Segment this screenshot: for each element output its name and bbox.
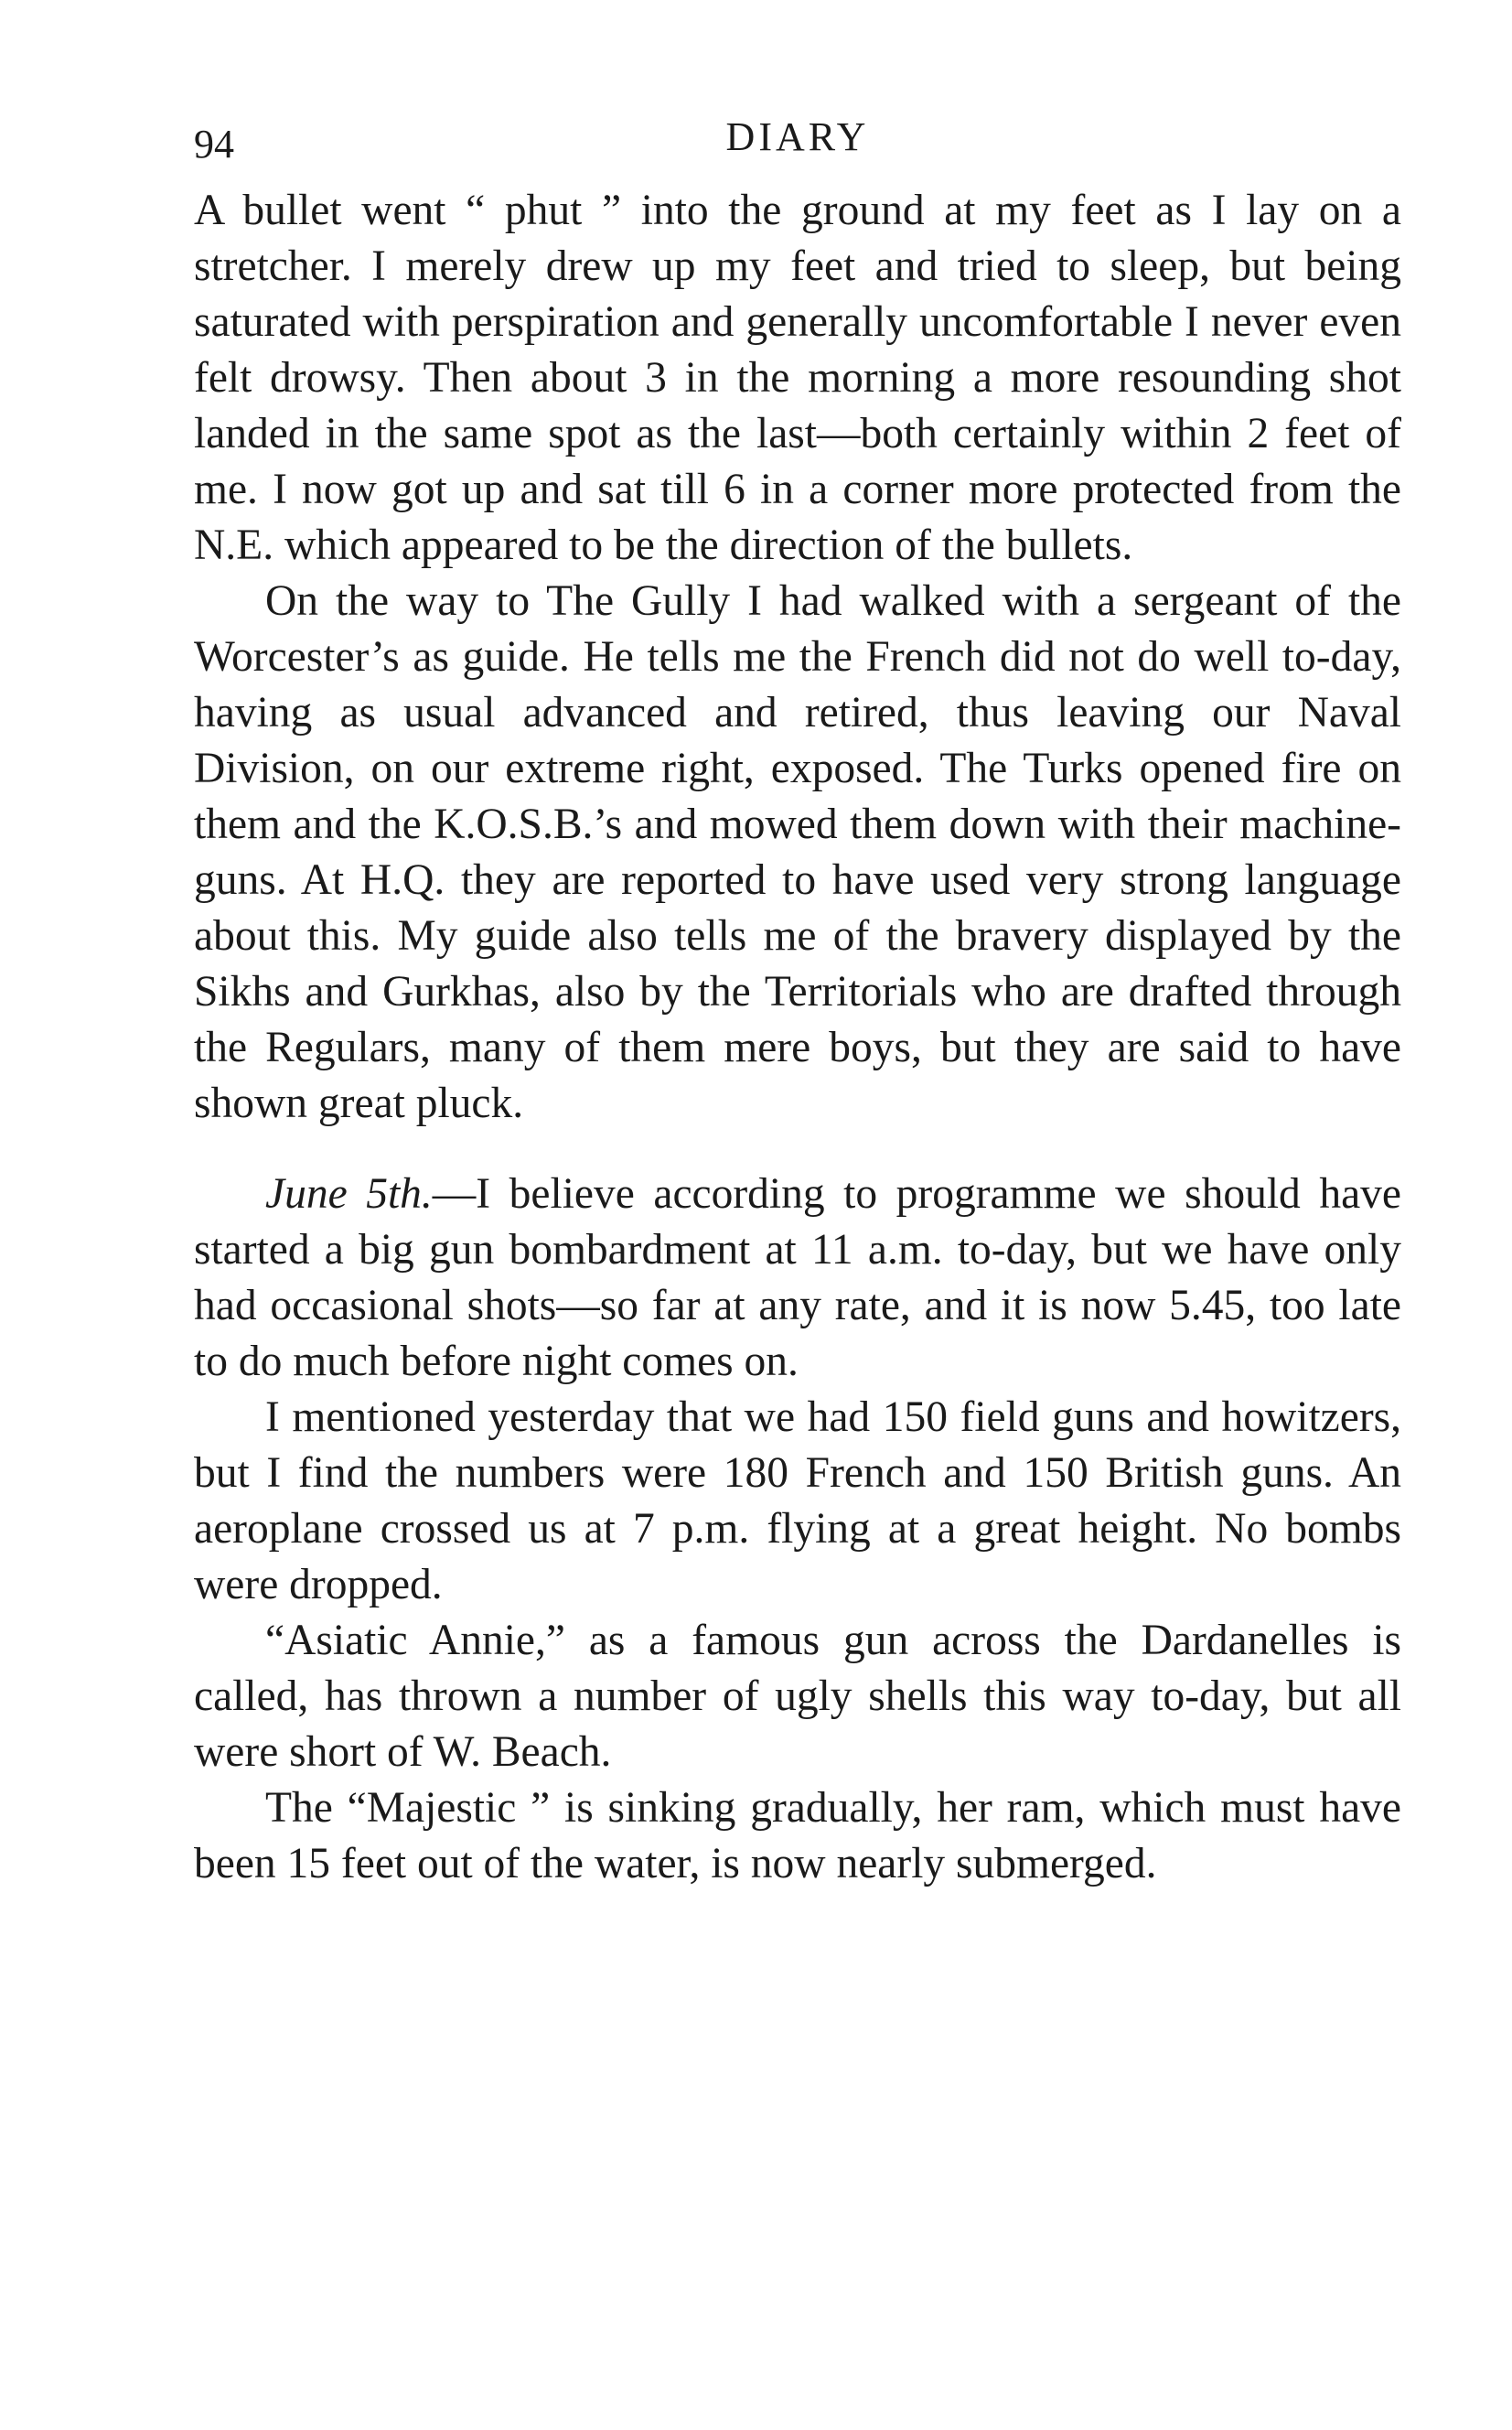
paragraph-bullet-incident	[194, 183, 1401, 574]
book-page	[194, 110, 1401, 1892]
entry-date: June 5th.	[265, 1170, 433, 1218]
page-number: 94	[194, 122, 234, 167]
running-head	[194, 110, 1401, 183]
paragraph-gully-walk	[194, 574, 1401, 1132]
paragraph-text: —I believe according to programme we should have started a big gun bombardment at 11 a.m. to-day, but we have only had occasional shots—so far at any rate, and it is now 5.45, too late to do much before night comes on.	[194, 1170, 1401, 1385]
body-text	[194, 183, 1401, 1892]
paragraph-text: A bullet went “ phut ” into the ground at my feet as I lay on a stretcher. I merely drew up my feet and tried to sleep, but being saturated with perspiration and generally uncomfortable I never even felt drowsy. Then about 3 in the morning a more resounding shot landed in the same spot as the last—both certainly within 2 feet of me. I now got up and sat till 6 in a corner more protected from the N.E. which appeared to be the direction of the bullets.	[194, 187, 1401, 569]
paragraph-text: I mentioned yesterday that we had 150 field guns and howitzers, but I find the numbers were 180 French and 150 British guns. An aeroplane crossed us at 7 p.m. flying at a great height. No bombs were dropped.	[194, 1393, 1401, 1608]
paragraph-text: The “Majestic ” is sinking gradually, her ram, which must have been 15 feet out of the water, is now nearly submerged.	[194, 1784, 1401, 1887]
paragraph-text: “Asiatic Annie,” as a famous gun across the Dardanelles is called, has thrown a number of ugly shells this way to-day, but all were short of W. Beach.	[194, 1617, 1401, 1776]
paragraph-text: On the way to The Gully I had walked with a sergeant of the Worcester’s as guide. He tells me the French did not do well to-day, having as usual advanced and retired, thus leaving our Naval Division, on our extreme right, exposed. The Turks opened fire on them and the K.O.S.B.’s and mowed them down with their machine-guns. At H.Q. they are reported to have used very strong language about this. My guide also tells me of the bravery displayed by the Sikhs and Gurkhas, also by the Territorials who are drafted through the Regulars, many of them mere boys, but they are said to have shown great pluck.	[194, 577, 1401, 1127]
running-title: DIARY	[725, 114, 870, 159]
diary-entry-june-5	[194, 1167, 1401, 1390]
paragraph-majestic	[194, 1780, 1401, 1892]
paragraph-guns	[194, 1390, 1401, 1613]
paragraph-asiatic-annie	[194, 1613, 1401, 1780]
